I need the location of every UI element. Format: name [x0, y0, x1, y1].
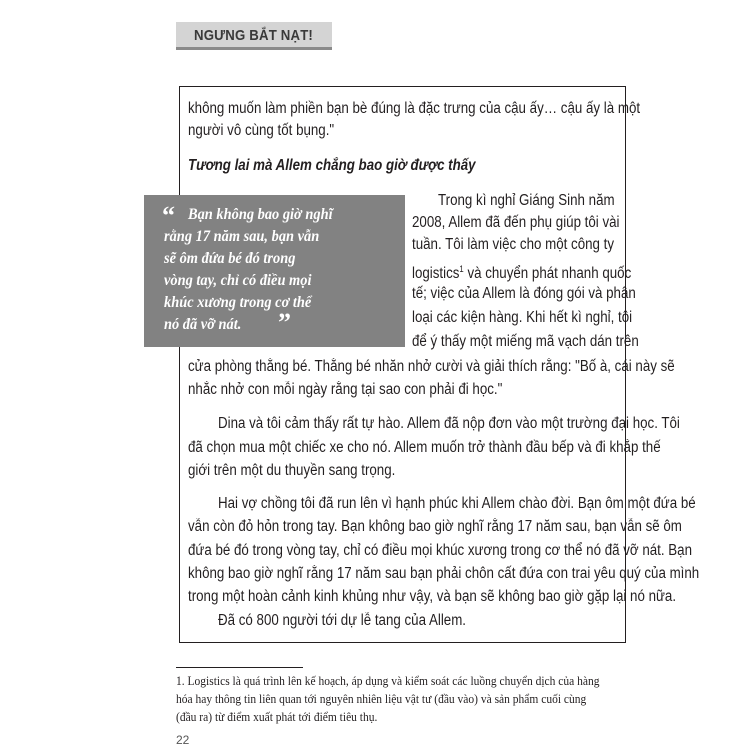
paragraph-fragment: và chuyển phát nhanh quốc [467, 265, 632, 283]
paragraph-line: loại các kiện hàng. Khi hết kì nghỉ, tôi [412, 309, 633, 326]
paragraph-line: Hai vợ chồng tôi đã run lên vì hạnh phúc khi Allem chào đời. Bạn ôm một đứa bé [218, 495, 696, 512]
paragraph-line: giới trên một du thuyền sang trọng. [188, 462, 396, 479]
footnote-rule [176, 667, 303, 668]
pull-quote-line: Bạn không bao giờ nghĩ [188, 206, 333, 223]
page-number: 22 [176, 733, 190, 747]
pull-quote-line: sẽ ôm đứa bé đó trong [164, 250, 296, 267]
paragraph-line: không bao giờ nghĩ rằng 17 năm sau bạn phải chôn cất đứa con trai yêu quý của mình [188, 565, 700, 582]
pull-quote-line: khúc xương trong cơ thể [164, 294, 312, 311]
open-quote-mark: “ [162, 201, 175, 230]
footnote-line: (đầu ra) từ điểm xuất phát tới điểm tiêu thụ. [176, 710, 378, 724]
paragraph-line: trong một hoàn cảnh kinh khủng như vậy, và bạn sẽ không bao giờ gặp lại nó nữa. [188, 588, 677, 605]
paragraph-line: Dina và tôi cảm thấy rất tự hào. Allem đã nộp đơn vào một trường đại học. Tôi [218, 415, 680, 432]
paragraph-line [412, 259, 631, 284]
pull-quote-box [144, 195, 405, 347]
paragraph-line: đứa bé đó trong vòng tay, chỉ có điều mọi khúc xương trong cơ thể nó đã vỡ nát. Bạn [188, 542, 693, 559]
section-heading: Tương lai mà Allem chẳng bao giờ được thấy [188, 157, 476, 174]
paragraph-line: đã chọn mua một chiếc xe cho nó. Allem muốn trở thành đầu bếp và đi khắp thế [188, 439, 661, 456]
intro-line: người vô cùng tốt bụng." [188, 122, 335, 139]
intro-line: không muốn làm phiền bạn bè đúng là đặc trưng của cậu ấy… cậu ấy là một [188, 100, 641, 117]
footnote-line: hóa hay thông tin liên quan tới nguyên nhiên liệu vật tư (đầu vào) và sản phẩm cuối cùng [176, 692, 587, 706]
footnote-ref: 1 [459, 264, 464, 274]
chapter-header-tab [176, 22, 332, 50]
pull-quote-line: nó đã vỡ nát. [164, 316, 242, 333]
paragraph-line: Đã có 800 người tới dự lễ tang của Allem. [218, 612, 467, 629]
footnote-line: 1. Logistics là quá trình lên kế hoạch, áp dụng và kiểm soát các luồng chuyển dịch của hàng [176, 674, 600, 688]
paragraph-line: cửa phòng thằng bé. Thằng bé nhăn nhở cười và giải thích rằng: "Bố à, cái này sẽ [188, 358, 675, 375]
paragraph-line: tế; việc của Allem là đóng gói và phân [412, 285, 636, 302]
logistics-word: logistics [412, 265, 460, 283]
paragraph-line: 2008, Allem đã đến phụ giúp tôi vài [412, 214, 620, 231]
paragraph-line: tuần. Tôi làm việc cho một công ty [412, 236, 615, 253]
chapter-title: NGƯNG BẮT NẠT! [194, 27, 314, 44]
pull-quote-line: vòng tay, chỉ có điều mọi [164, 272, 312, 289]
paragraph-line: nhắc nhở con mỗi ngày rằng tại sao con phải đi học." [188, 381, 503, 398]
paragraph-line: vẫn còn đỏ hỏn trong tay. Bạn không bao giờ nghĩ rằng 17 năm sau, bạn vẫn sẽ ôm [188, 518, 682, 535]
close-quote-mark: ” [278, 308, 291, 337]
pull-quote-line: rằng 17 năm sau, bạn vẫn [164, 228, 320, 245]
paragraph-line: Trong kì nghỉ Giáng Sinh năm [438, 192, 615, 209]
paragraph-line: để ý thấy một miếng mã vạch dán trên [412, 333, 639, 350]
